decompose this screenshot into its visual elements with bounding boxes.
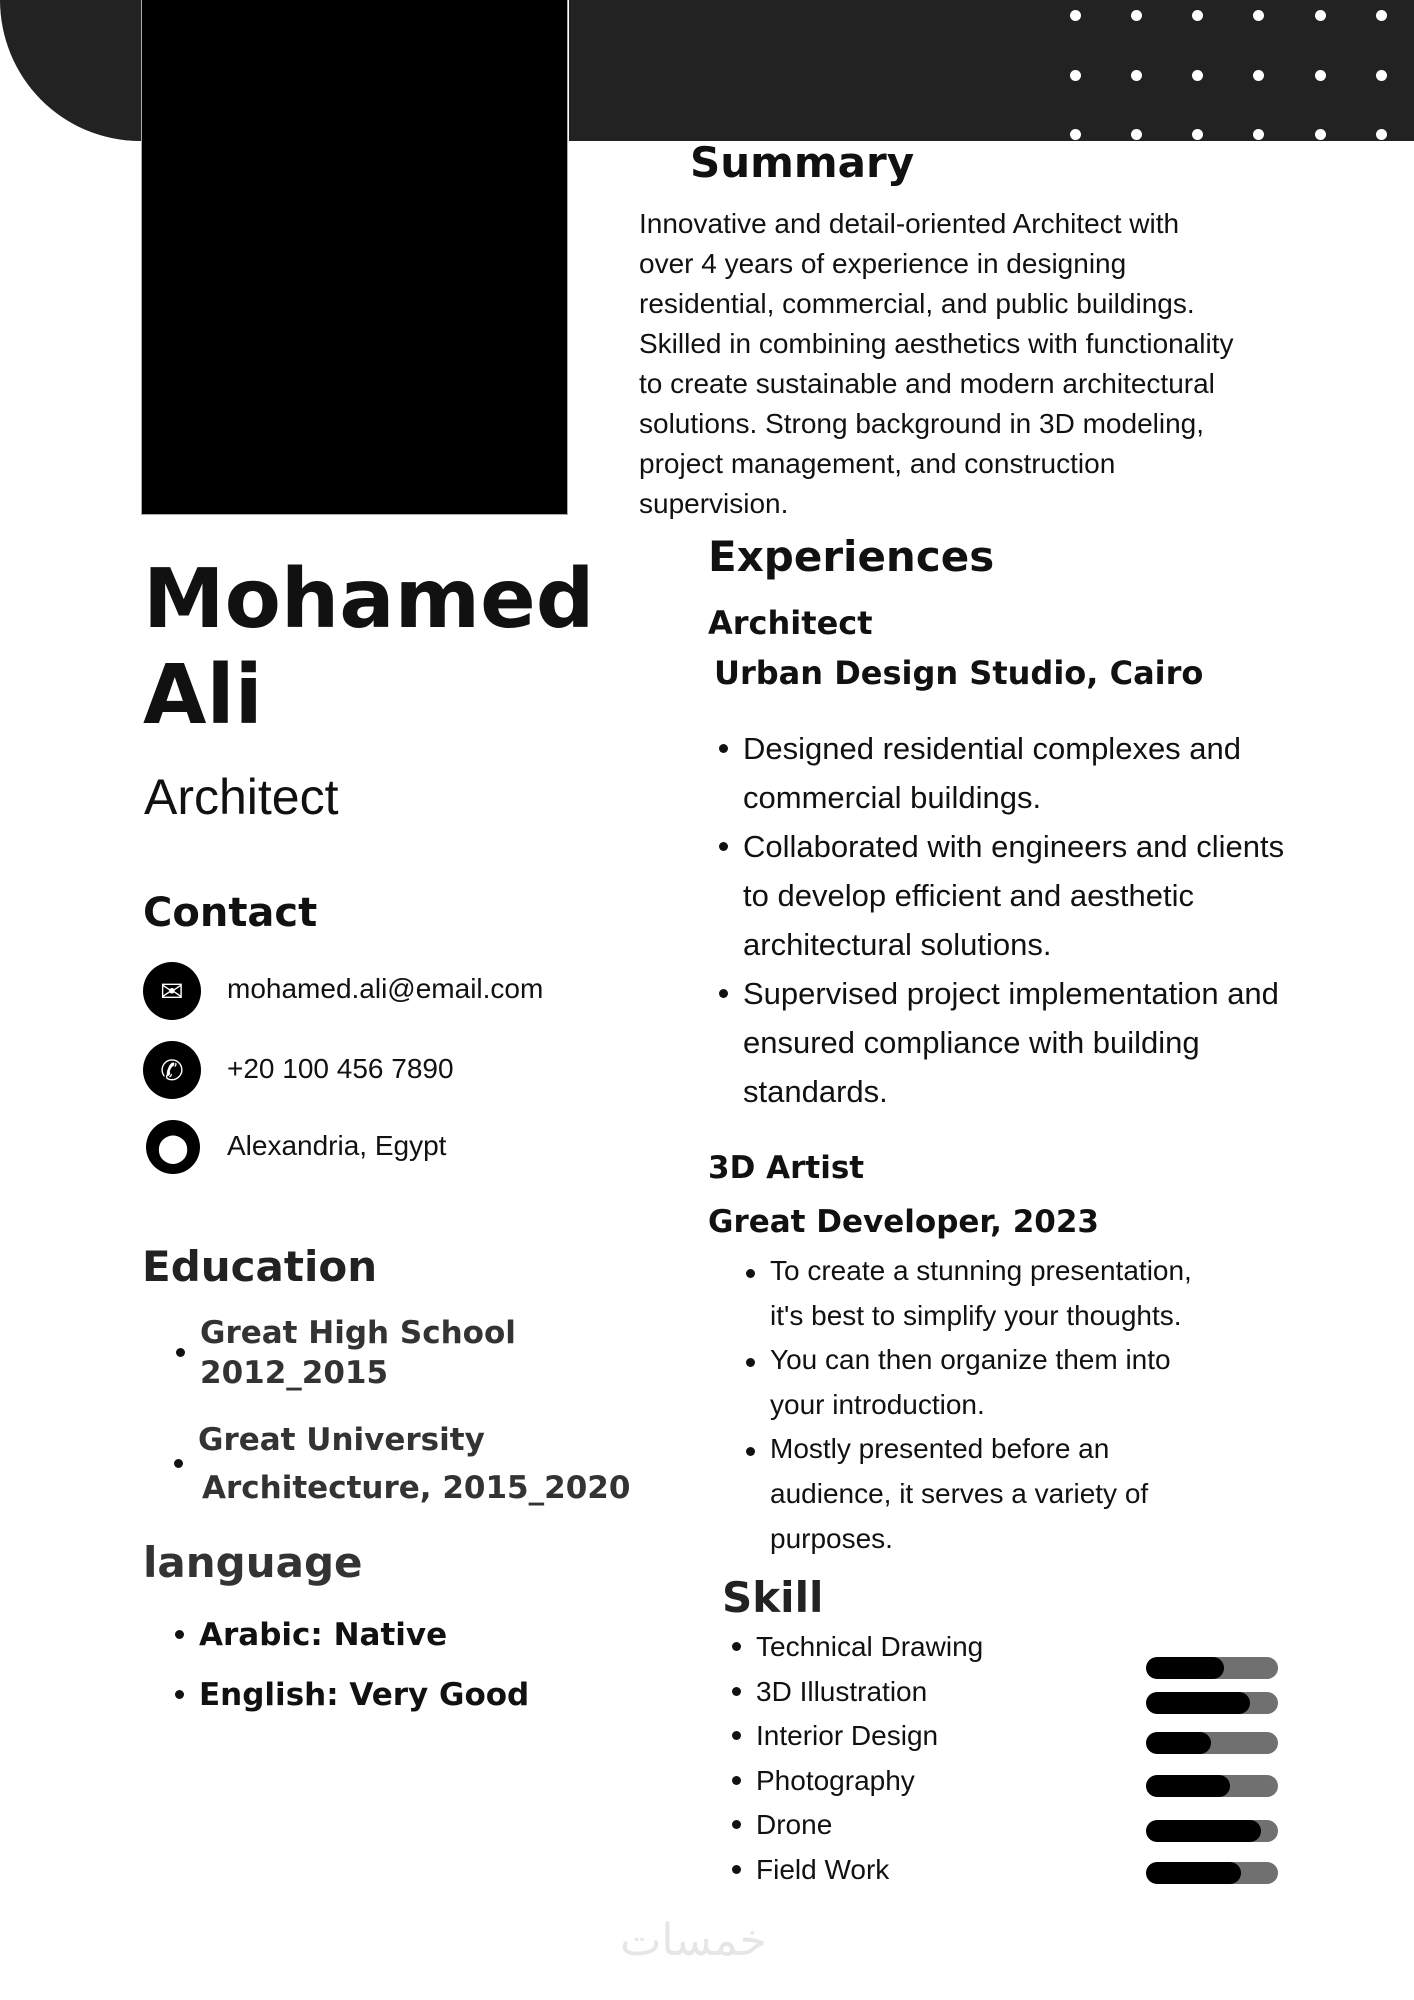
school-name: Great University xyxy=(198,1422,485,1458)
skill-level-bar xyxy=(1146,1692,1278,1714)
summary-line: to create sustainable and modern architectural xyxy=(639,368,1215,399)
skill-name: 3D Illustration xyxy=(756,1672,927,1712)
dot-decoration xyxy=(1192,10,1203,21)
dot-decoration xyxy=(1131,10,1142,21)
contact-heading: Contact xyxy=(143,890,318,936)
bullet-line: ensured compliance with building xyxy=(743,1025,1200,1060)
skill-name: Photography xyxy=(756,1761,915,1801)
dot-decoration xyxy=(1070,70,1081,81)
skill-level-bar xyxy=(1146,1775,1278,1797)
location-pin-icon: ⬤ xyxy=(146,1120,200,1174)
dot-decoration xyxy=(1070,129,1081,140)
bullet-line: commercial buildings. xyxy=(743,780,1042,815)
watermark-logo: خمسات xyxy=(620,1915,767,1966)
summary-line: residential, commercial, and public buildings. xyxy=(639,288,1195,319)
job-title: Architect xyxy=(708,604,873,642)
school-name: Great High School xyxy=(200,1315,516,1351)
name xyxy=(143,552,594,744)
skill-level-bar xyxy=(1146,1820,1278,1842)
bullet-line: your introduction. xyxy=(770,1388,985,1420)
bullet-line: purposes. xyxy=(770,1522,893,1554)
language-item: English: Very Good xyxy=(199,1677,530,1713)
job-bullet xyxy=(743,969,1279,1116)
skills-heading: Skill xyxy=(722,1573,824,1622)
job-title: 3D Artist xyxy=(708,1150,865,1186)
skill-level-bar xyxy=(1146,1732,1278,1754)
bullet-line: Mostly presented before an xyxy=(770,1433,1110,1465)
email-link[interactable]: mohamed.ali@email.com xyxy=(227,973,544,1004)
corner-decoration xyxy=(0,0,160,141)
skill-level-fill xyxy=(1146,1862,1241,1884)
bullet-line: Collaborated with engineers and clients xyxy=(743,829,1285,864)
skill-level-fill xyxy=(1146,1732,1211,1754)
bullet-line: Designed residential complexes and xyxy=(743,731,1242,766)
summary-line: supervision. xyxy=(639,488,789,519)
email-icon: ✉ xyxy=(143,962,201,1020)
bullet-line: You can then organize them into xyxy=(770,1344,1171,1376)
dot-decoration xyxy=(1253,70,1264,81)
dot-decoration xyxy=(1376,129,1387,140)
dot-decoration xyxy=(1192,129,1203,140)
language-heading: language xyxy=(143,1538,363,1587)
education-item xyxy=(198,1416,630,1512)
profile-photo xyxy=(141,0,568,515)
skill-level-fill xyxy=(1146,1657,1224,1679)
summary-line: Innovative and detail-oriented Architect with xyxy=(639,208,1180,239)
summary-heading: Summary xyxy=(690,138,915,187)
skill-level-fill xyxy=(1146,1775,1230,1797)
skill-level-bar xyxy=(1146,1862,1278,1884)
dot-decoration xyxy=(1315,129,1326,140)
bullet-line: audience, it serves a variety of xyxy=(770,1477,1149,1509)
job-bullet xyxy=(743,724,1241,822)
job-company: Great Developer, 2023 xyxy=(708,1204,1099,1240)
first-name: Mohamed xyxy=(143,552,595,647)
skill-level-bar xyxy=(1146,1657,1278,1679)
education-heading: Education xyxy=(142,1242,378,1291)
dot-decoration xyxy=(1131,70,1142,81)
summary-line: project management, and construction xyxy=(639,448,1116,479)
last-name: Ali xyxy=(143,648,263,743)
header-band xyxy=(569,0,1414,141)
education-item xyxy=(200,1313,516,1393)
school-years: Architecture, 2015_2020 xyxy=(202,1470,631,1506)
summary-line: Skilled in combining aesthetics with functionality xyxy=(639,328,1234,359)
job-bullet xyxy=(770,1249,1192,1338)
bullet-line: to develop efficient and aesthetic xyxy=(743,878,1194,913)
job-bullet xyxy=(770,1427,1148,1561)
skill-level-fill xyxy=(1146,1692,1250,1714)
language-item: Arabic: Native xyxy=(199,1617,448,1653)
dot-decoration xyxy=(1315,70,1326,81)
skill-level-fill xyxy=(1146,1820,1261,1842)
location-text: Alexandria, Egypt xyxy=(227,1130,447,1161)
summary-line: solutions. Strong background in 3D modeling, xyxy=(639,408,1205,439)
dot-decoration xyxy=(1192,70,1203,81)
dot-decoration xyxy=(1253,10,1264,21)
school-years: 2012_2015 xyxy=(200,1355,389,1391)
bullet-line: it's best to simplify your thoughts. xyxy=(770,1299,1182,1331)
phone-text: +20 100 456 7890 xyxy=(227,1053,454,1084)
skill-name: Drone xyxy=(756,1805,832,1845)
skill-name: Technical Drawing xyxy=(756,1627,983,1667)
job-bullet xyxy=(743,822,1284,969)
skill-name: Field Work xyxy=(756,1850,889,1890)
phone-icon: ✆ xyxy=(143,1041,201,1099)
summary-text xyxy=(639,204,1234,524)
skill-name: Interior Design xyxy=(756,1716,938,1756)
bullet-line: To create a stunning presentation, xyxy=(770,1255,1192,1286)
experiences-heading: Experiences xyxy=(708,532,995,581)
dot-decoration xyxy=(1376,10,1387,21)
dot-decoration xyxy=(1131,129,1142,140)
bullet-line: Supervised project implementation and xyxy=(743,976,1279,1011)
job-bullet xyxy=(770,1338,1171,1427)
dot-decoration xyxy=(1070,10,1081,21)
dot-decoration xyxy=(1253,129,1264,140)
job-company: Urban Design Studio, Cairo xyxy=(714,654,1204,692)
bullet-line: architectural solutions. xyxy=(743,927,1052,962)
summary-line: over 4 years of experience in designing xyxy=(639,248,1127,279)
dot-decoration xyxy=(1315,10,1326,21)
dot-decoration xyxy=(1376,70,1387,81)
job-title: Architect xyxy=(144,769,339,825)
bullet-line: standards. xyxy=(743,1074,888,1109)
